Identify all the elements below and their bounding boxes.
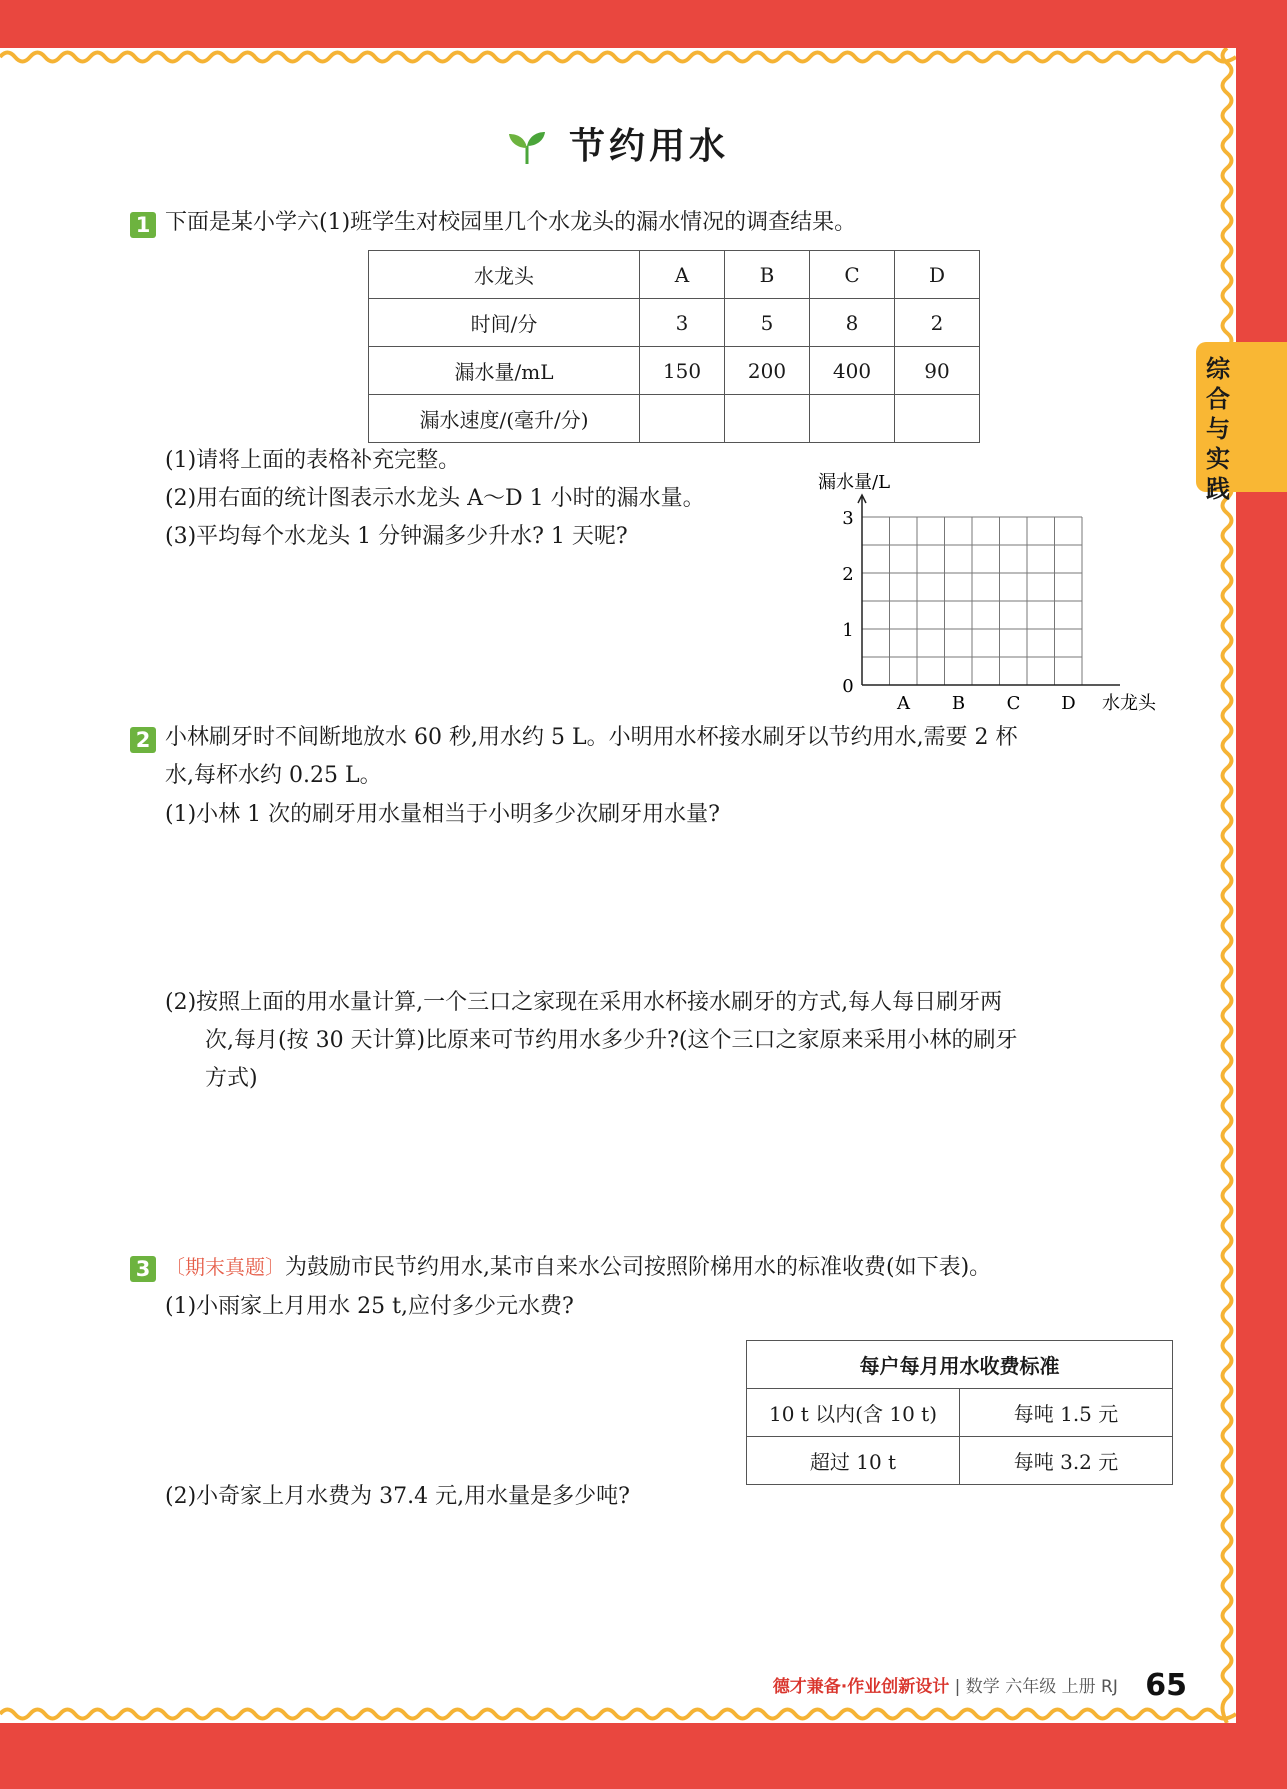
x-tick-label: D (1061, 693, 1076, 714)
table-cell: A (640, 251, 725, 299)
side-tab-label: 综合与实践 (1206, 355, 1230, 503)
q3-sub1: (1)小雨家上月用水 25 t,应付多少元水费? (165, 1294, 574, 1319)
question-number-1: 1 (130, 212, 156, 238)
table-cell: B (725, 251, 810, 299)
footer (773, 1668, 1187, 1703)
footer-brand: 德才兼备·作业创新设计 (772, 1677, 950, 1697)
q1-text: 下面是某小学六(1)班学生对校园里几个水龙头的漏水情况的调查结果。 (165, 210, 857, 235)
table-cell: C (810, 251, 895, 299)
footer-subject: 数学 (965, 1677, 1000, 1697)
y-tick-label: 2 (842, 564, 854, 585)
table-row (369, 347, 980, 395)
table-row (747, 1389, 1173, 1437)
table-cell: 水龙头 (369, 251, 640, 299)
table-row (369, 299, 980, 347)
answer-cell[interactable] (810, 395, 895, 443)
fee-table-header: 每户每月用水收费标准 (747, 1341, 1173, 1389)
answer-cell[interactable] (895, 395, 980, 443)
footer-volume: 上册 (1061, 1677, 1096, 1697)
page-title (0, 118, 1236, 169)
q2-sub1: (1)小林 1 次的刷牙用水量相当于小明多少次刷牙用水量? (165, 802, 720, 827)
q2-line2: 水,每杯水约 0.25 L。 (165, 763, 382, 788)
bottom-wavy-border (0, 1705, 1236, 1723)
x-tick-label: A (897, 693, 910, 714)
y-tick-label: 3 (842, 508, 854, 529)
x-tick-label: B (951, 693, 966, 714)
title-text: 节约用水 (568, 126, 729, 167)
q1-sub3: (3)平均每个水龙头 1 分钟漏多少升水? 1 天呢? (165, 524, 628, 549)
y-tick-label: 0 (842, 676, 854, 697)
q3-sub2: (2)小奇家上月水费为 37.4 元,用水量是多少吨? (165, 1484, 630, 1509)
table-row (747, 1437, 1173, 1485)
footer-grade: 六年级 (1005, 1677, 1057, 1697)
table-cell: 200 (725, 347, 810, 395)
table-cell: 每吨 3.2 元 (960, 1437, 1173, 1485)
top-wavy-border (0, 48, 1236, 66)
table-cell: D (895, 251, 980, 299)
q1-sub2: (2)用右面的统计图表示水龙头 A～D 1 小时的漏水量。 (165, 486, 705, 511)
x-tick-label: C (1006, 693, 1021, 714)
x-axis-label: 水龙头 (1102, 693, 1156, 714)
table-cell: 2 (895, 299, 980, 347)
fee-table (746, 1340, 1173, 1485)
question-number-3: 3 (130, 1256, 156, 1282)
y-axis-label: 漏水量/L (818, 472, 891, 493)
answer-cell[interactable] (640, 395, 725, 443)
question-number-2: 2 (130, 727, 156, 753)
q3-text (165, 1252, 991, 1283)
table-cell: 漏水速度/(毫升/分) (369, 395, 640, 443)
table-cell: 5 (725, 299, 810, 347)
table-cell: 超过 10 t (747, 1437, 960, 1485)
table-cell: 400 (810, 347, 895, 395)
table-cell: 150 (640, 347, 725, 395)
right-wavy-border (1218, 48, 1236, 1723)
table-cell: 90 (895, 347, 980, 395)
footer-edition: RJ (1101, 1677, 1118, 1697)
table-cell: 时间/分 (369, 299, 640, 347)
footer-separator: | (954, 1677, 961, 1697)
page-number: 65 (1145, 1668, 1187, 1703)
leak-table (368, 250, 980, 443)
table-row (747, 1341, 1173, 1389)
leak-chart (810, 465, 1180, 725)
exam-tag: 〔期末真题〕 (165, 1255, 285, 1279)
table-cell: 3 (640, 299, 725, 347)
q2-sub2-line3: 方式) (205, 1066, 258, 1091)
chart-grid (862, 517, 1082, 685)
side-tab (1196, 342, 1287, 503)
q1-sub1: (1)请将上面的表格补充完整。 (165, 448, 461, 473)
y-tick-label: 1 (842, 620, 854, 641)
table-row (369, 251, 980, 299)
table-cell: 8 (810, 299, 895, 347)
answer-cell[interactable] (725, 395, 810, 443)
q2-sub2-line2: 次,每月(按 30 天计算)比原来可节约用水多少升?(这个三口之家原来采用小林的刷牙 (205, 1028, 1018, 1053)
q3-text-body: 为鼓励市民节约用水,某市自来水公司按照阶梯用水的标准收费(如下表)。 (285, 1255, 992, 1280)
table-row (369, 395, 980, 443)
table-cell: 漏水量/mL (369, 347, 640, 395)
q2-sub2-line1: (2)按照上面的用水量计算,一个三口之家现在采用水杯接水刷牙的方式,每人每日刷牙两 (165, 990, 1003, 1015)
table-cell: 每吨 1.5 元 (960, 1389, 1173, 1437)
sprout-icon (507, 130, 547, 166)
q2-line1: 小林刷牙时不间断地放水 60 秒,用水约 5 L。小明用水杯接水刷牙以节约用水,需要 2 杯 (165, 725, 1018, 750)
table-cell: 10 t 以内(含 10 t) (747, 1389, 960, 1437)
